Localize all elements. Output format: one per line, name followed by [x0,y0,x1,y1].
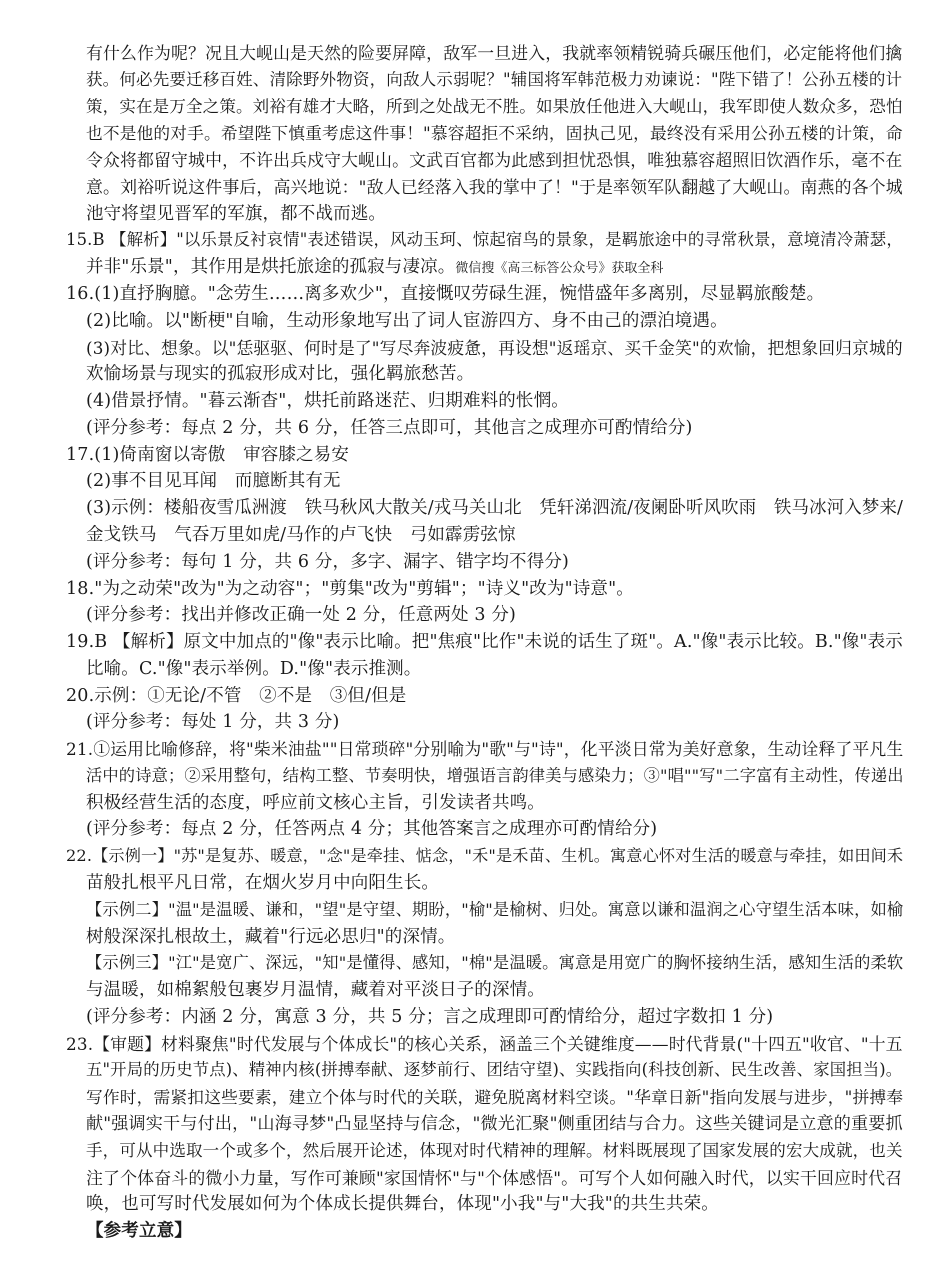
text-line: 23.【审题】材料聚焦"时代发展与个体成长"的核心关系，涵盖三个关键维度——时代背景("十四五"收官、"十五 [66,1033,903,1054]
answer-text: 并非"乐景"，其作用是烘托旅途的孤寂与凄凉。 [86,257,456,278]
text-line: 18."为之动荣"改为"为之动容"；"剪集"改为"剪辑"；"诗义"改为"诗意"。 [66,578,634,599]
text-line: (3)对比、想象。以"恁驱驱、何时是了"写尽奔波疲惫，再设想"返瑶京、买千金笑"的欢愉，把想象回归京城的 [86,337,903,358]
text-line: 手，可从中选取一个或多个，然后展开论述，体现对时代精神的理解。材料既展现了国家发展的宏大成就，也关 [86,1140,903,1160]
text-line: 五"开局的历史节点)、精神内核(拼搏奉献、逐梦前行、团结守望)、实践指向(科技创新、民生改善、家国担当)。 [86,1060,903,1080]
text-line: 有什么作为呢？况且大岘山是天然的险要屏障，敌军一旦进入，我就率领精锐骑兵碾压他们，必定能将他们擒 [86,43,903,63]
text-line: 也不是他的对手。希望陛下慎重考虑这件事！"慕容超拒不采纳，固执己见，最终没有采用公孙五楼的计策，命 [86,123,903,144]
scoring-note: (评分参考：每处 1 分，共 3 分) [86,712,340,733]
scoring-note: (评分参考：每点 2 分，共 6 分，任答三点即可，其他言之成理亦可酌情给分) [86,417,693,438]
text-line: 写作时，需紧扣这些要素，建立个体与时代的关联，避免脱离材料空谈。"华章日新"指向发展与进步，"拼搏奉 [86,1087,904,1108]
text-line [86,254,663,283]
section-heading: 【参考立意】 [86,1221,192,1241]
text-line: 苗般扎根平凡日常，在烟火岁月中向阳生长。 [86,873,439,893]
scoring-note: (评分参考：每点 2 分，任答两点 4 分；其他答案言之成理亦可酌情给分) [86,819,658,840]
text-line: 20.示例：①无论/不管 ②不是 ③但/但是 [66,685,407,706]
text-line: 注了个体奋斗的微小力量，写作可兼顾"家国情怀"与"个体感悟"。可写个人如何融入时代，以实干回应时代召 [86,1167,903,1188]
text-line: 池守将望见晋军的军旗，都不战而逃。 [86,203,387,224]
text-line: 献"强调实干与付出，"山海寻梦"凸显坚持与信念，"微光汇聚"侧重团结与合力。这些关键词是立意的重要抓 [86,1113,903,1134]
text-line: 19.B 【解析】原文中加点的"像"表示比喻。把"焦痕"比作"未说的话生了斑"。A."像"表示比较。B."像"表示 [66,632,903,652]
text-line: (2)比喻。以"断梗"自喻，生动形象地写出了词人宦游四方、身不由己的漂泊境遇。 [86,310,728,331]
text-line: (3)示例：楼船夜雪瓜洲渡 铁马秋风大散关/戎马关山北 凭轩涕泗流/夜阑卧听风吹雨 铁马冰河入梦来/ [86,498,904,519]
text-line: 树般深深扎根故土，藏着"行远必思归"的深情。 [86,926,456,947]
text-line: 22.【示例一】"苏"是复苏、暖意，"念"是牵挂、惦念，"禾"是禾苗、生机。寓意心怀对生活的暖意与牵挂，如田间禾 [66,846,904,866]
text-line: 策，实在是万全之策。刘裕有雄才大略，所到之处战无不胜。如果放任他进入大岘山，我军即使人数众多，恐怕 [86,96,903,116]
text-line: 获。何必先要迁移百姓、清除野外物资，向敌人示弱呢？"辅国将军韩范极力劝谏说："陛下错了！公孙五楼的计 [86,69,903,89]
text-line: 与温暖，如棉絮般包裹岁月温情，藏着对平淡日子的深情。 [86,980,545,1000]
watermark-text: 微信搜《高三标答公众号》获取全科 [455,261,664,277]
scoring-note: (评分参考：每句 1 分，共 6 分，多字、漏字、错字均不得分) [86,551,569,572]
text-line: 15.B 【解析】"以乐景反衬哀情"表述错误，风动玉珂、惊起宿鸟的景象，是羁旅途中的寻常秋景，意境清冷萧瑟， [66,230,903,250]
text-line: 比喻。C."像"表示举例。D."像"表示推测。 [86,658,422,679]
text-line: 【示例二】"温"是温暖、谦和，"望"是守望、期盼，"榆"是榆树、归处。寓意以谦和温润之心守望生活本味，如榆 [86,899,904,919]
text-line: (4)借景抒情。"暮云渐杳"，烘托前路迷茫、归期难料的怅惘。 [86,391,569,411]
text-line: 欢愉场景与现实的孤寂形成对比，强化羁旅愁苦。 [86,364,475,385]
text-line: 积极经营生活的态度，呼应前文核心主旨，引发读者共鸣。 [86,792,545,813]
text-line: (2)事不目见耳闻 而臆断其有无 [86,471,341,492]
text-line: 16.(1)直抒胸臆。"念劳生……离多欢少"，直接慨叹劳碌生涯，惋惜盛年多离别，尽显羁旅酸楚。 [66,284,825,304]
text-line: 17.(1)倚南窗以寄傲 审容膝之易安 [66,444,349,465]
scoring-note: (评分参考：内涵 2 分，寓意 3 分，共 5 分；言之成理即可酌情给分，超过字数扣 1 分) [86,1006,774,1027]
text-line: 令众将都留守城中，不许出兵戍守大岘山。文武百官都为此感到担忧恐惧，唯独慕容超照旧饮酒作乐，毫不在 [86,150,903,171]
text-line: 【示例三】"江"是宽广、深远，"知"是懂得、感知，"棉"是温暖。寓意是用宽广的胸怀接纳生活，感知生活的柔软 [86,953,904,973]
text-line: 21.①运用比喻修辞，将"柴米油盐""日常琐碎"分别喻为"歌"与"诗"，化平淡日常为美好意象，生动诠释了平凡生 [66,739,904,760]
text-line: 金戈铁马 气吞万里如虎/马作的卢飞快 弓如霹雳弦惊 [86,524,516,545]
text-line: 意。刘裕听说这件事后，高兴地说："敌人已经落入我的掌中了！"于是率领军队翻越了大岘山。南燕的各个城 [86,176,903,197]
scoring-note: (评分参考：找出并修改正确一处 2 分，任意两处 3 分) [86,605,517,626]
text-line: 唤，也可写时代发展如何为个体成长提供舞台，体现"小我"与"大我"的共生共荣。 [86,1194,719,1215]
text-line: 活中的诗意；②采用整句，结构工整、节奏明快，增强语言韵律美与感染力；③"唱""写"二字富有主动性，传递出 [86,765,904,785]
